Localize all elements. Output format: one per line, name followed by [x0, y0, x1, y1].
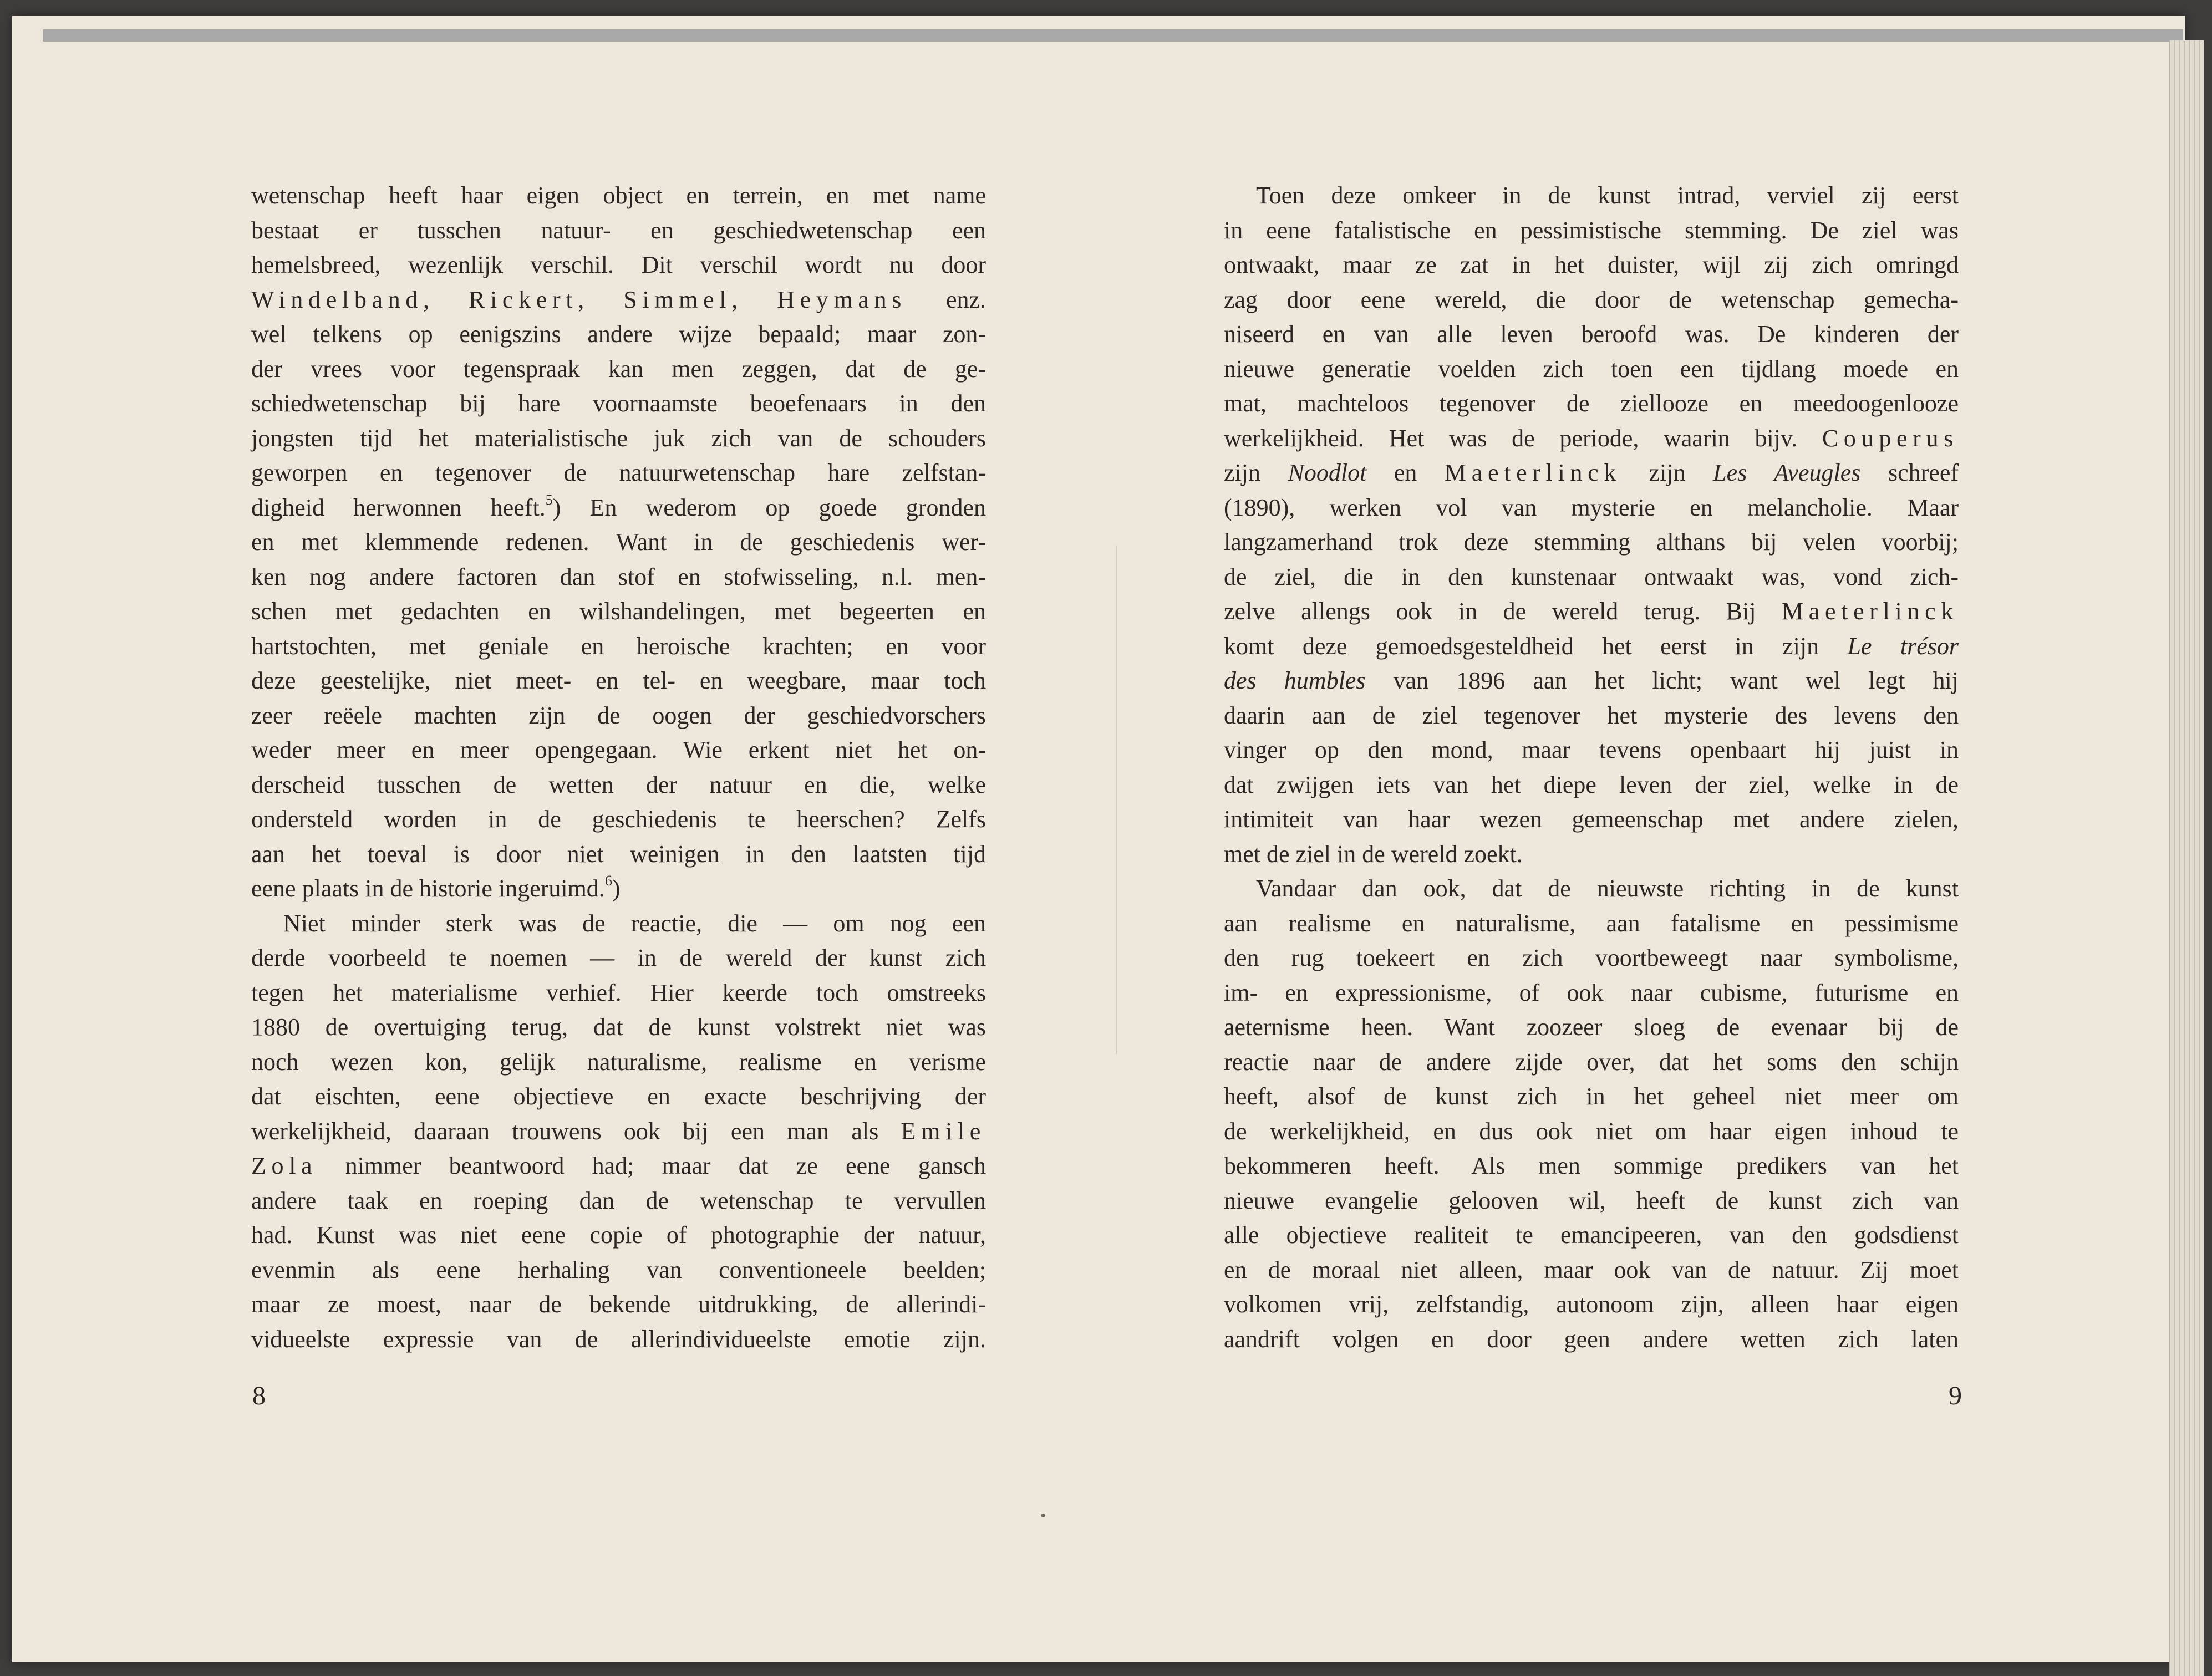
text-line — [1224, 456, 1959, 491]
spaced-name: Rickert — [469, 286, 578, 313]
text-line — [251, 283, 986, 318]
text-line: dat zwijgen iets van het diepe leven der ziel, welke in de — [1224, 771, 1959, 798]
text-line: hemelsbreed, wezenlijk verschil. Dit verschil wordt nu door — [251, 251, 986, 278]
text-line: (1890), werken vol van mysterie en melancholie. Maar — [1224, 493, 1959, 521]
text-line: weder meer en meer opengegaan. Wie erkent niet het on- — [251, 736, 986, 763]
text-line: ondersteld worden in de geschiedenis te heerschen? Zelfs — [251, 806, 986, 833]
text-line: zeer reëele machten zijn de oogen der geschiedvorschers — [251, 701, 986, 729]
text-line: reactie naar de andere zijde over, dat het soms den schijn — [1224, 1048, 1959, 1076]
text-line — [1224, 421, 1959, 456]
text-line: volkomen vrij, zelfstandig, autonoom zijn, alleen haar eigen — [1224, 1291, 1959, 1318]
text-run: nimmer beantwoord had; maar dat ze eene gansch — [317, 1152, 986, 1179]
page-number-right: 9 — [1949, 1381, 1962, 1410]
text-line: had. Kunst was niet eene copie of photographie der natuur, — [251, 1221, 986, 1249]
text-line: derscheid tusschen de wetten der natuur en die, welke — [251, 771, 986, 798]
text-line: derde voorbeeld te noemen — in de wereld der kunst zich — [251, 944, 986, 971]
text-line: im- en expressionisme, of ook naar cubisme, futurisme en — [1224, 979, 1959, 1006]
text-line — [1224, 664, 1959, 699]
text-line: bestaat er tusschen natuur- en geschiedwetenschap een — [251, 216, 986, 244]
text-line: aan realisme en naturalisme, aan fatalisme en pessimisme — [1224, 909, 1959, 937]
text-line: aan het toeval is door niet weinigen in den laatsten tijd — [251, 840, 986, 868]
italic-title: Les Aveugles — [1713, 459, 1861, 486]
spaced-name: Zola — [251, 1152, 318, 1179]
text-run: zijn — [1224, 459, 1288, 486]
spaced-name: Simmel — [623, 286, 732, 313]
text-line: andere taak en roeping dan de wetenschap te vervullen — [251, 1186, 986, 1214]
text-run: enz. — [907, 286, 986, 313]
text-line — [251, 491, 986, 526]
text-line: jongsten tijd het materialistische juk zich van de schouders — [251, 424, 986, 452]
text-line: wel telkens op eenigszins andere wijze bepaald; maar zon- — [251, 320, 986, 348]
text-line: heeft, alsof de kunst zich in het geheel niet meer om — [1224, 1083, 1959, 1110]
text-run: zijn — [1621, 459, 1713, 486]
spaced-name: Couperus — [1822, 424, 1959, 452]
text-line: evenmin als eene herhaling van conventioneele beelden; — [251, 1256, 986, 1283]
text-run: komt deze gemoedsgesteldheid het eerst in zijn — [1224, 632, 1848, 660]
text-line: nieuwe evangelie gelooven wil, heeft de kunst zich van — [1224, 1186, 1959, 1214]
spaced-name: Emile — [901, 1117, 986, 1145]
text-line: de werkelijkheid, en dus ook niet om haar eigen inhoud te — [1224, 1117, 1959, 1145]
footnote-ref: 6 — [604, 873, 612, 889]
spaced-name: Windelband — [251, 286, 424, 313]
text-run: werkelijkheid. Het was de periode, waarin bijv. — [1224, 424, 1822, 452]
text-line: mat, machteloos tegenover de ziellooze en meedoogenlooze — [1224, 390, 1959, 417]
text-line: bekommeren heeft. Als men sommige predikers van het — [1224, 1152, 1959, 1179]
text-line: vidueelste expressie van de allerindividueelste emotie zijn. — [251, 1325, 986, 1353]
text-line: schiedwetenschap bij hare voornaamste beoefenaars in den — [251, 390, 986, 417]
text-line: hartstochten, met geniale en heroische krachten; en voor — [251, 632, 986, 660]
text-line: alle objectieve realiteit te emancipeeren, van den godsdienst — [1224, 1221, 1959, 1249]
text-line: daarin aan de ziel tegenover het mysterie des levens den — [1224, 701, 1959, 729]
footnote-ref: 5 — [545, 491, 553, 508]
text-line: de ziel, die in den kunstenaar ontwaakt was, vond zich- — [1224, 563, 1959, 590]
spaced-name: Maeterlinck — [1781, 598, 1959, 625]
page-number-left: 8 — [252, 1381, 266, 1410]
text-line: zag door eene wereld, die door de wetenschap gemecha- — [1224, 286, 1959, 313]
text-line: aeternisme heen. Want zoozeer sloeg de evenaar bij de — [1224, 1013, 1959, 1041]
text-line: nieuwe generatie voelden zich toen een tijdlang moede en — [1224, 355, 1959, 383]
text-line: ontwaakt, maar ze zat in het duister, wijl zij zich omringd — [1224, 251, 1959, 278]
text-line — [251, 1149, 986, 1184]
text-line: aandrift volgen en door geen andere wetten zich laten — [1224, 1325, 1959, 1353]
text-line: Niet minder sterk was de reactie, die — om nog een — [283, 909, 986, 937]
page-edges — [2169, 40, 2204, 1676]
top-edge-band — [43, 29, 2183, 42]
text-line: en met klemmende redenen. Want in de geschiedenis wer- — [251, 528, 986, 556]
text-line: dat eischten, eene objectieve en exacte beschrijving der — [251, 1083, 986, 1110]
text-line: niseerd en van alle leven beroofd was. De kinderen der — [1224, 320, 1959, 348]
text-run: , — [731, 286, 777, 313]
text-line: der vrees voor tegenspraak kan men zeggen, dat de ge- — [251, 355, 986, 383]
text-line: en de moraal niet alleen, maar ook van de natuur. Zij moet — [1224, 1256, 1959, 1283]
text-line: in eene fatalistische en pessimistische stemming. De ziel was — [1224, 216, 1959, 244]
text-line: schen met gedachten en wilshandelingen, met begeerten en — [251, 598, 986, 625]
paper-speck — [1041, 1514, 1045, 1517]
text-line: 1880 de overtuiging terug, dat de kunst volstrekt niet was — [251, 1013, 986, 1041]
text-line — [251, 872, 986, 906]
text-run: van 1896 aan het licht; want wel legt hij — [1365, 667, 1959, 694]
text-run: schreef — [1860, 459, 1959, 486]
spaced-name: Maeterlinck — [1445, 459, 1622, 486]
text-line: ken nog andere factoren dan stof en stofwisseling, n.l. men- — [251, 563, 986, 590]
text-run: zelve allengs ook in de wereld terug. Bij — [1224, 598, 1782, 625]
text-line: Vandaar dan ook, dat de nieuwste richting in de kunst — [1256, 875, 1959, 902]
text-line — [1224, 594, 1959, 629]
text-line: Toen deze omkeer in de kunst intrad, verviel zij eerst — [1256, 182, 1959, 209]
text-run: , — [578, 286, 624, 313]
text-line: maar ze moest, naar de bekende uitdrukking, de allerindi- — [251, 1291, 986, 1318]
gutter-fold — [1115, 545, 1117, 1055]
left-page-text — [251, 179, 986, 1357]
italic-title: Noodlot — [1288, 459, 1367, 486]
text-line: intimiteit van haar wezen gemeenschap met andere zielen, — [1224, 806, 1959, 833]
text-line: deze geestelijke, niet meet- en tel- en weegbare, maar toch — [251, 667, 986, 694]
text-line: noch wezen kon, gelijk naturalisme, realisme en verisme — [251, 1048, 986, 1076]
text-run: digheid herwonnen heeft. — [251, 493, 546, 521]
text-run: ) — [612, 875, 621, 902]
text-line — [251, 1114, 986, 1149]
text-line: geworpen en tegenover de natuurwetenschap hare zelfstan- — [251, 459, 986, 486]
text-run: ) En wederom op goede gronden — [552, 493, 986, 521]
text-line: met de ziel in de wereld zoekt. — [1224, 840, 1523, 868]
italic-title: des humbles — [1224, 667, 1366, 694]
text-run: eene plaats in de historie ingeruimd. — [251, 875, 605, 902]
italic-title: Le trésor — [1847, 632, 1959, 660]
right-page-text — [1224, 179, 1959, 1357]
text-run: en — [1366, 459, 1445, 486]
text-run: , — [423, 286, 469, 313]
text-line: langzamerhand trok deze stemming althans bij velen voorbij; — [1224, 528, 1959, 556]
text-line: den rug toekeert en zich voortbeweegt naar symbolisme, — [1224, 944, 1959, 971]
text-run: werkelijkheid, daaraan trouwens ook bij een man als — [251, 1117, 901, 1145]
spaced-name: Heymans — [777, 286, 907, 313]
text-line: vinger op den mond, maar tevens openbaart hij juist in — [1224, 736, 1959, 763]
text-line: tegen het materialisme verhief. Hier keerde toch omstreeks — [251, 979, 986, 1006]
text-line — [1224, 629, 1959, 664]
text-line: wetenschap heeft haar eigen object en terrein, en met name — [251, 182, 986, 209]
